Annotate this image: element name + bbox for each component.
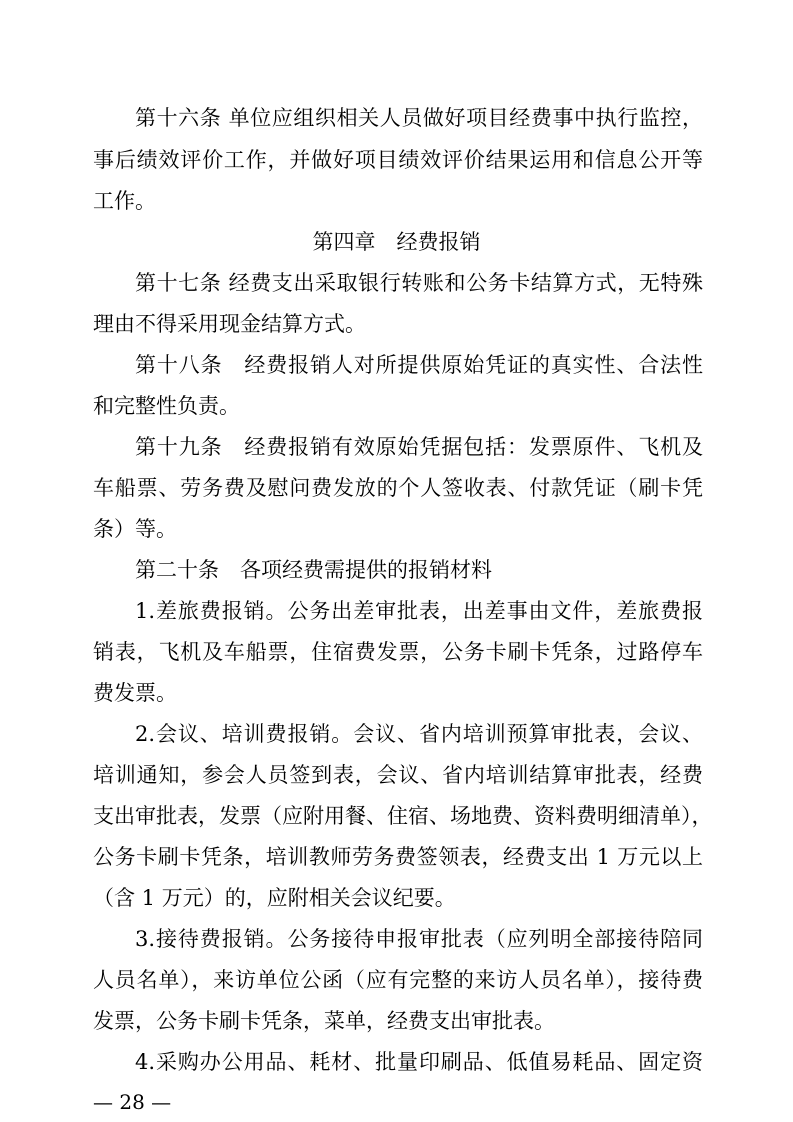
article-18-line-2: 和完整性负责。 xyxy=(93,394,240,418)
item-4-line-1: 4.采购办公用品、耗材、批量印刷品、低值易耗品、固定资 xyxy=(135,1050,703,1074)
item-3-line-1: 3.接待费报销。公务接待申报审批表（应列明全部接待陪同 xyxy=(135,927,703,951)
article-18-line-1: 第十八条 经费报销人对所提供原始凭证的真实性、合法性 xyxy=(135,353,703,377)
page-number: — 28 — xyxy=(93,1090,172,1114)
item-2-line-3: 支出审批表，发票（应附用餐、住宿、场地费、资料费明细清单）， xyxy=(93,804,713,828)
article-19-line-1: 第十九条 经费报销有效原始凭据包括：发票原件、飞机及 xyxy=(135,435,703,459)
article-16-line-3: 工作。 xyxy=(93,189,156,213)
article-17-line-2: 理由不得采用现金结算方式。 xyxy=(93,312,366,336)
item-1-line-1: 1.差旅费报销。公务出差审批表，出差事由文件，差旅费报 xyxy=(135,599,703,623)
article-20-heading: 第二十条 各项经费需提供的报销材料 xyxy=(135,558,492,582)
chapter-heading: 第四章 经费报销 xyxy=(312,230,481,254)
item-3-line-3: 发票，公务卡刷卡凭条，菜单，经费支出审批表。 xyxy=(93,1009,555,1033)
item-1-line-2: 销表，飞机及车船票，住宿费发票，公务卡刷卡凭条，过路停车 xyxy=(93,640,703,664)
item-2-line-5: （含 1 万元）的，应附相关会议纪要。 xyxy=(93,886,456,910)
item-2-line-2: 培训通知，参会人员签到表，会议、省内培训结算审批表，经费 xyxy=(93,763,703,787)
article-16-line-1: 第十六条 单位应组织相关人员做好项目经费事中执行监控， xyxy=(135,106,703,130)
article-17-line-1: 第十七条 经费支出采取银行转账和公务卡结算方式，无特殊 xyxy=(135,271,703,295)
article-16-line-2: 事后绩效评价工作，并做好项目绩效评价结果运用和信息公开等 xyxy=(93,148,703,172)
item-1-line-3: 费发票。 xyxy=(93,681,177,705)
item-3-line-2: 人员名单），来访单位公函（应有完整的来访人员名单），接待费 xyxy=(93,968,703,992)
item-2-line-1: 2.会议、培训费报销。会议、省内培训预算审批表，会议、 xyxy=(135,722,703,746)
article-19-line-3: 条）等。 xyxy=(93,517,177,541)
item-2-line-4: 公务卡刷卡凭条，培训教师劳务费签领表，经费支出 1 万元以上 xyxy=(93,845,703,869)
article-19-line-2: 车船票、劳务费及慰问费发放的个人签收表、付款凭证（刷卡凭 xyxy=(93,476,703,500)
